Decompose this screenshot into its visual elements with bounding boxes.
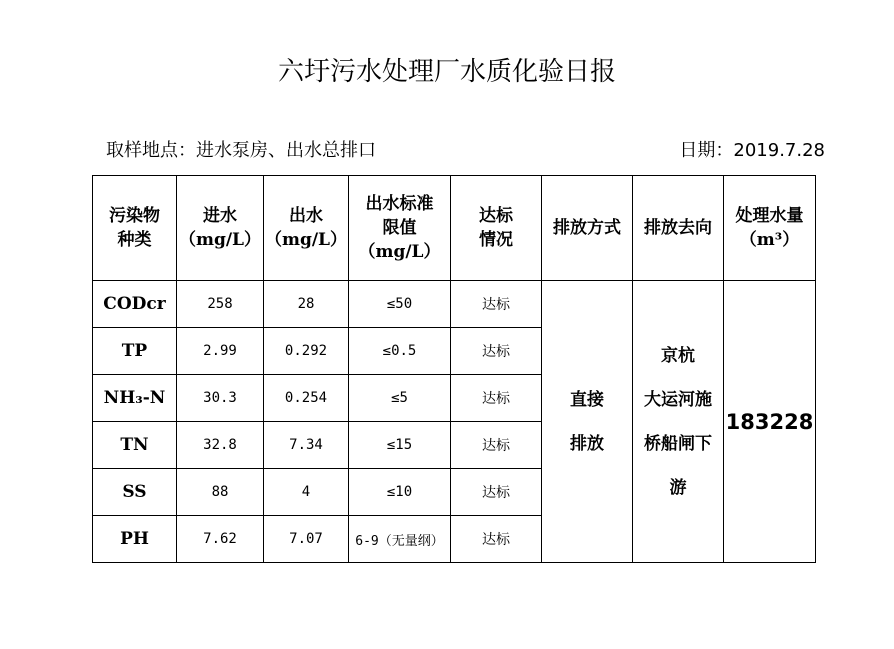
header-status-line: 情况 (479, 230, 513, 250)
sampling-location: 取样地点：进水泵房、出水总排口 (106, 140, 376, 161)
status-cell: 达标 (451, 469, 542, 516)
effluent-cell: 0.292 (264, 328, 349, 375)
header-limit-line: 出水标准 (365, 194, 434, 214)
effluent-cell: 7.07 (264, 516, 349, 563)
header-effluent (264, 176, 349, 281)
status-cell: 达标 (451, 516, 542, 563)
table-header-row (93, 176, 816, 281)
header-influent-line: 进水 (203, 206, 237, 226)
limit-cell: ≤5 (349, 375, 451, 422)
status-cell: 达标 (451, 375, 542, 422)
discharge-method-cell (542, 281, 633, 563)
effluent-cell: 0.254 (264, 375, 349, 422)
influent-cell: 7.62 (177, 516, 264, 563)
effluent-cell: 7.34 (264, 422, 349, 469)
limit-cell: ≤50 (349, 281, 451, 328)
water-quality-table (92, 175, 816, 563)
effluent-cell: 4 (264, 469, 349, 516)
limit-cell: ≤15 (349, 422, 451, 469)
table-row (93, 281, 816, 328)
pollutant-cell: SS (93, 469, 177, 516)
header-pollutant (93, 176, 177, 281)
pollutant-cell: TN (93, 422, 177, 469)
report-date: 日期：2019.7.28 (679, 140, 825, 161)
pollutant-cell: CODcr (93, 281, 177, 328)
pollutant-cell: TP (93, 328, 177, 375)
influent-cell: 258 (177, 281, 264, 328)
limit-cell: ≤0.5 (349, 328, 451, 375)
header-effluent-line: 出水 (289, 206, 323, 226)
header-volume-line: （m³） (739, 230, 800, 250)
header-limit-line: （mg/L） (358, 242, 441, 262)
pollutant-cell: NH₃-N (93, 375, 177, 422)
header-pollutant-line: 种类 (117, 230, 152, 250)
header-limit (349, 176, 451, 281)
header-volume (724, 176, 816, 281)
status-cell: 达标 (451, 328, 542, 375)
discharge-direction-line: 游 (669, 477, 687, 498)
header-pollutant-line: 污染物 (109, 206, 160, 226)
header-discharge-method: 排放方式 (542, 176, 633, 281)
influent-cell: 88 (177, 469, 264, 516)
discharge-direction-line: 京杭 (661, 345, 695, 366)
status-cell: 达标 (451, 422, 542, 469)
report-title: 六圩污水处理厂水质化验日报 (277, 57, 616, 87)
effluent-cell: 28 (264, 281, 349, 328)
header-influent-line: （mg/L） (178, 230, 262, 250)
limit-cell: ≤10 (349, 469, 451, 516)
treated-volume-cell: 183228 (724, 281, 816, 563)
discharge-direction-line: 大运河施 (644, 389, 712, 410)
header-status-line: 达标 (479, 206, 513, 226)
discharge-direction-cell (633, 281, 724, 563)
header-discharge-direction: 排放去向 (633, 176, 724, 281)
limit-cell: 6-9（无量纲） (349, 516, 451, 563)
influent-cell: 30.3 (177, 375, 264, 422)
header-influent (177, 176, 264, 281)
discharge-method-line: 排放 (570, 433, 604, 454)
discharge-direction-line: 桥船闸下 (644, 433, 712, 454)
discharge-method-line: 直接 (570, 389, 604, 410)
header-status (451, 176, 542, 281)
influent-cell: 32.8 (177, 422, 264, 469)
pollutant-cell: PH (93, 516, 177, 563)
header-limit-line: 限值 (382, 218, 417, 238)
header-effluent-line: （mg/L） (264, 230, 348, 250)
influent-cell: 2.99 (177, 328, 264, 375)
status-cell: 达标 (451, 281, 542, 328)
header-volume-line: 处理水量 (735, 206, 804, 226)
